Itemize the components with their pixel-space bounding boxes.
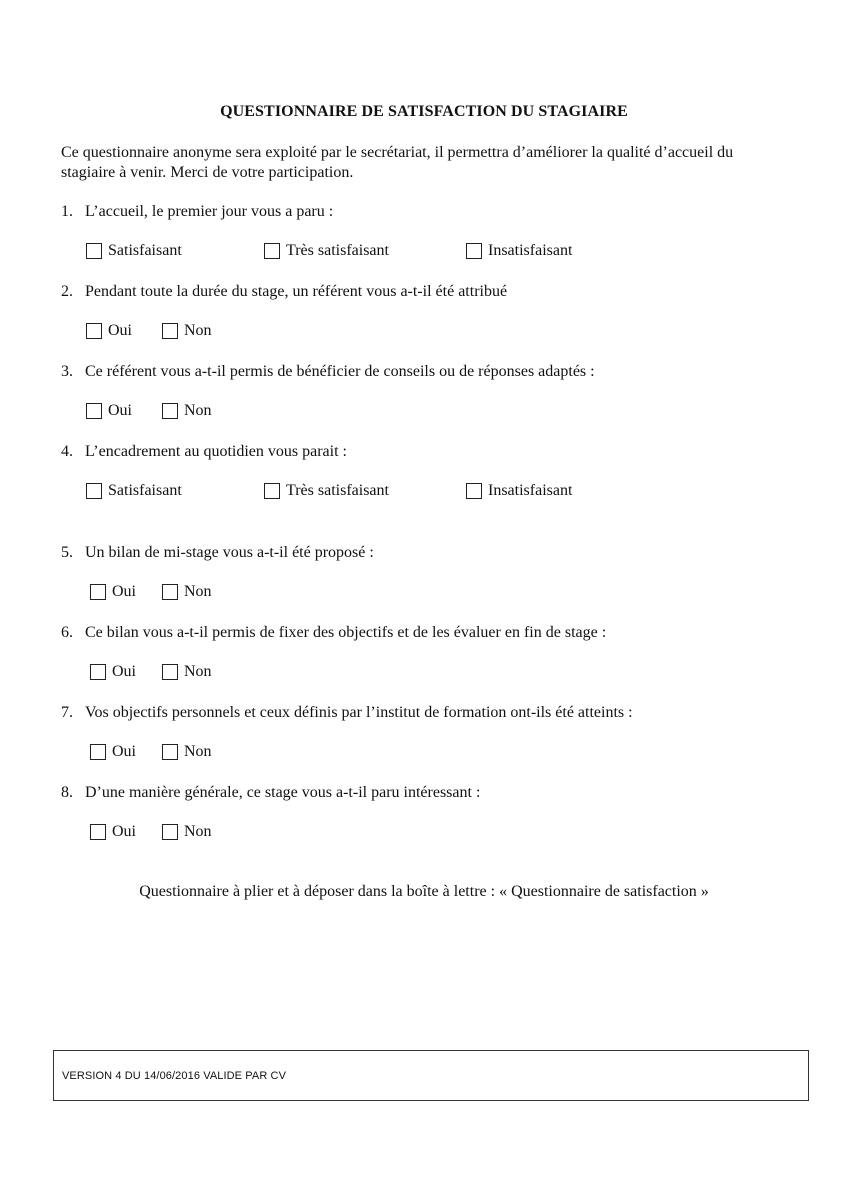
question-text: Ce référent vous a-t-il permis de bénéficier de conseils ou de réponses adaptés : [85,363,595,380]
question-text: L’encadrement au quotidien vous parait : [85,443,347,460]
option-label: Très satisfaisant [286,242,389,259]
checkbox-non[interactable] [162,663,212,681]
question-7 [61,703,633,723]
question-text: L’accueil, le premier jour vous a paru : [85,203,334,220]
checkbox-box[interactable] [86,243,102,259]
option-label: Oui [112,583,136,600]
checkbox-box[interactable] [86,483,102,499]
question-number: 5. [61,544,73,561]
checkbox-box[interactable] [162,584,178,600]
question-text: Un bilan de mi-stage vous a-t-il été proposé : [85,544,374,561]
option-label: Oui [112,743,136,760]
question-1 [61,202,333,222]
checkbox-box[interactable] [90,664,106,680]
checkbox-box[interactable] [264,243,280,259]
checkbox-non[interactable] [162,823,212,841]
checkbox-tres-satisfaisant[interactable] [264,482,389,500]
checkbox-insatisfaisant[interactable] [466,242,572,260]
checkbox-box[interactable] [466,243,482,259]
option-label: Très satisfaisant [286,482,389,499]
checkbox-oui[interactable] [86,322,132,340]
checkbox-tres-satisfaisant[interactable] [264,242,389,260]
checkbox-oui[interactable] [90,583,136,601]
checkbox-box[interactable] [86,403,102,419]
option-label: Satisfaisant [108,242,182,259]
option-label: Oui [112,823,136,840]
footer-instruction: Questionnaire à plier et à déposer dans la boîte à lettre : « Questionnaire de satisfaction » [139,883,709,900]
option-label: Non [184,402,212,419]
option-label: Oui [108,322,132,339]
option-label: Non [184,743,212,760]
checkbox-box[interactable] [162,824,178,840]
question-3 [61,362,595,382]
page-title: QUESTIONNAIRE DE SATISFACTION DU STAGIAIRE [220,103,628,120]
checkbox-insatisfaisant[interactable] [466,482,572,500]
checkbox-satisfaisant[interactable] [86,482,182,500]
checkbox-box[interactable] [162,744,178,760]
checkbox-non[interactable] [162,322,212,340]
checkbox-box[interactable] [466,483,482,499]
question-8 [61,783,480,803]
checkbox-box[interactable] [264,483,280,499]
checkbox-box[interactable] [162,403,178,419]
option-label: Insatisfaisant [488,242,573,259]
intro-text: Ce questionnaire anonyme sera exploité par le secrétariat, il permettra d’améliorer la qualité d’accueil du stagiaire à venir. Merci de votre participation. [61,144,734,181]
checkbox-non[interactable] [162,402,212,420]
question-4 [61,442,347,462]
question-number: 8. [61,784,73,801]
question-text: D’une manière générale, ce stage vous a-t-il paru intéressant : [85,784,481,801]
checkbox-box[interactable] [162,323,178,339]
version-text: VERSION 4 DU 14/06/2016 VALIDE PAR CV [62,1070,287,1082]
checkbox-oui[interactable] [86,402,132,420]
checkbox-box[interactable] [90,584,106,600]
question-number: 3. [61,363,73,380]
checkbox-oui[interactable] [90,823,136,841]
checkbox-oui[interactable] [90,663,136,681]
question-number: 4. [61,443,73,460]
checkbox-oui[interactable] [90,743,136,761]
question-text: Ce bilan vous a-t-il permis de fixer des objectifs et de les évaluer en fin de stage : [85,624,607,641]
option-label: Non [184,322,212,339]
option-label: Oui [112,663,136,680]
version-box [53,1050,809,1101]
checkbox-box[interactable] [90,744,106,760]
option-label: Non [184,583,212,600]
question-number: 6. [61,624,73,641]
checkbox-box[interactable] [162,664,178,680]
option-label: Oui [108,402,132,419]
checkbox-box[interactable] [86,323,102,339]
option-label: Non [184,663,212,680]
question-text: Vos objectifs personnels et ceux définis par l’institut de formation ont-ils été atteints : [85,704,633,721]
checkbox-non[interactable] [162,743,212,761]
option-label: Non [184,823,212,840]
question-6 [61,623,606,643]
option-label: Insatisfaisant [488,482,573,499]
checkbox-box[interactable] [90,824,106,840]
option-label: Satisfaisant [108,482,182,499]
checkbox-non[interactable] [162,583,212,601]
question-text: Pendant toute la durée du stage, un référent vous a-t-il été attribué [85,283,508,300]
question-number: 7. [61,704,73,721]
question-2 [61,282,507,302]
question-number: 2. [61,283,73,300]
question-number: 1. [61,203,73,220]
question-5 [61,543,374,563]
checkbox-satisfaisant[interactable] [86,242,182,260]
